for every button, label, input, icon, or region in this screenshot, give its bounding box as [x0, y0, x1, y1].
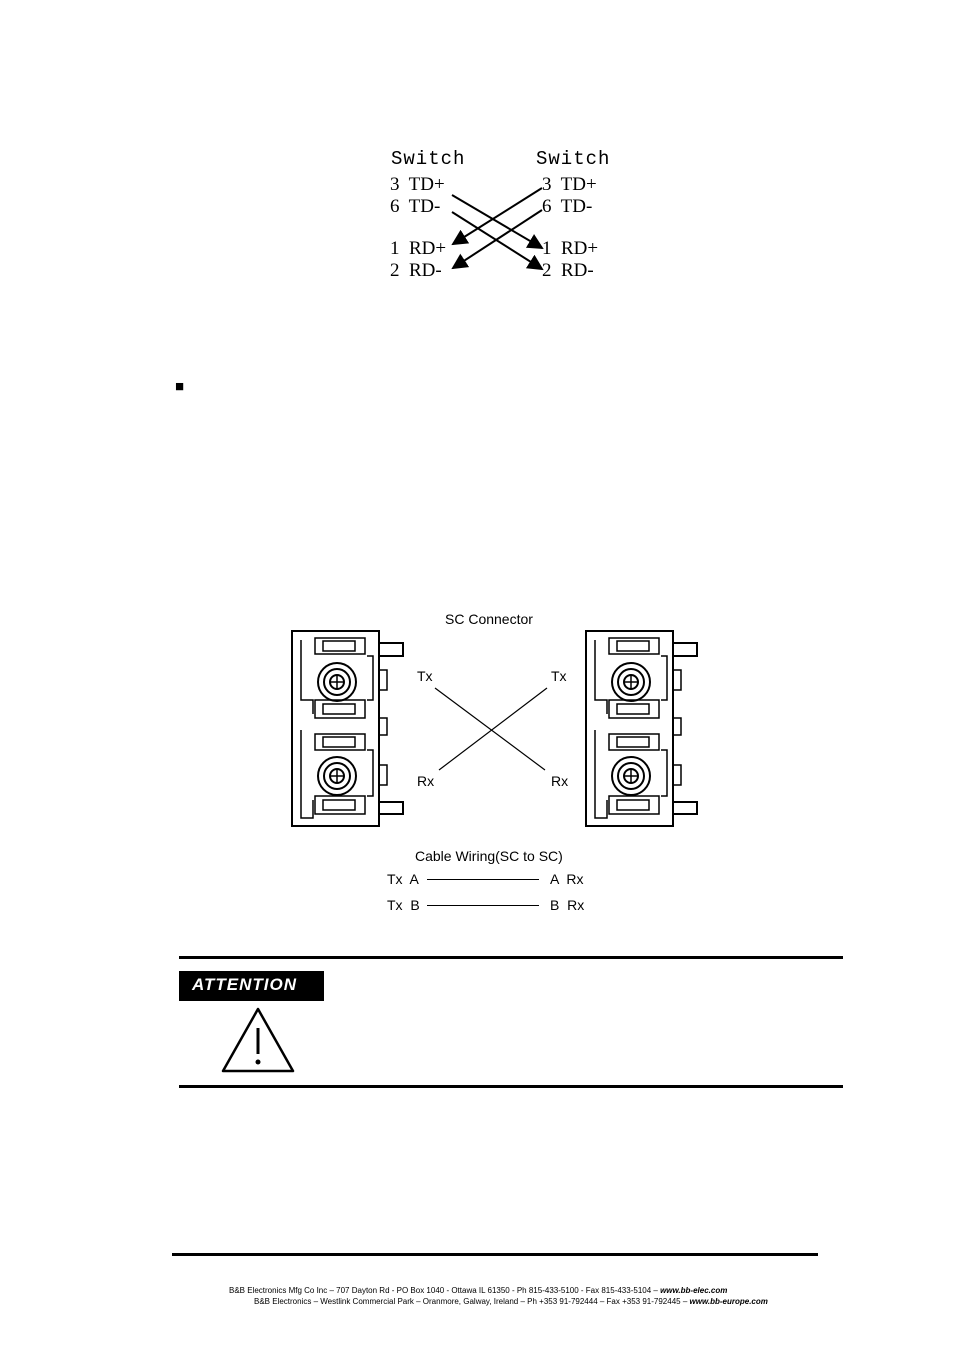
right-pin-rd-minus: 2 RD- — [542, 260, 594, 281]
wiring-row-a-left: Tx A — [387, 871, 419, 887]
warning-triangle-icon — [220, 1006, 296, 1074]
attention-bottom-rule — [179, 1085, 843, 1088]
crossover-arrows — [380, 140, 620, 290]
wiring-row-b-left: Tx B — [387, 897, 420, 913]
left-tx-label: Tx — [417, 668, 433, 684]
left-pin-rd-plus: 1 RD+ — [390, 238, 447, 259]
right-pin-td-minus: 6 TD- — [542, 196, 593, 217]
left-pin-td-minus: 6 TD- — [390, 196, 441, 217]
right-pin-td-plus: 3 TD+ — [542, 174, 597, 195]
right-pin-rd-plus: 1 RD+ — [542, 238, 599, 259]
tx-to-rx-line-1 — [435, 688, 545, 770]
left-sc-connector — [292, 631, 403, 826]
right-switch-title: Switch — [536, 148, 611, 170]
right-sc-connector — [586, 631, 697, 826]
attention-top-rule — [179, 956, 843, 959]
left-pin-td-plus: 3 TD+ — [390, 174, 445, 195]
footer-eu-url[interactable]: www.bb-europe.com — [689, 1297, 768, 1306]
sc-connector-title: SC Connector — [445, 611, 533, 627]
right-tx-label: Tx — [551, 668, 567, 684]
left-rx-label: Rx — [417, 773, 435, 789]
wiring-row-b-right: B Rx — [550, 897, 585, 913]
bullet-marker: ■ — [175, 378, 185, 395]
wiring-row-a-right: A Rx — [550, 871, 584, 887]
wiring-row-a-line — [427, 879, 539, 880]
sc-connector-drawing — [285, 600, 705, 840]
wiring-row-b-line — [427, 905, 539, 906]
left-switch-title: Switch — [391, 148, 466, 170]
footer-rule — [172, 1253, 818, 1256]
sc-connector-diagram — [285, 600, 705, 920]
footer-eu-address: B&B Electronics – Westlink Commercial Park – Oranmore, Galway, Ireland – Ph +353 91-792444 – Fax +353 91-792445 – www.bb-europe.com — [254, 1297, 768, 1306]
switch-crossover-diagram — [380, 140, 620, 290]
arrow-right-td-plus-to-rd-plus — [453, 188, 542, 244]
right-rx-label: Rx — [551, 773, 569, 789]
tx-to-rx-line-2 — [439, 688, 547, 770]
left-pin-rd-minus: 2 RD- — [390, 260, 442, 281]
footer-us-url[interactable]: www.bb-elec.com — [660, 1286, 728, 1295]
cable-wiring-title: Cable Wiring(SC to SC) — [415, 848, 563, 864]
footer-us-address: B&B Electronics Mfg Co Inc – 707 Dayton Rd - PO Box 1040 - Ottawa IL 61350 - Ph 815-433-5100 - Fax 815-433-5104 – www.bb-elec.com — [229, 1286, 728, 1295]
attention-badge: ATTENTION — [179, 971, 324, 1001]
